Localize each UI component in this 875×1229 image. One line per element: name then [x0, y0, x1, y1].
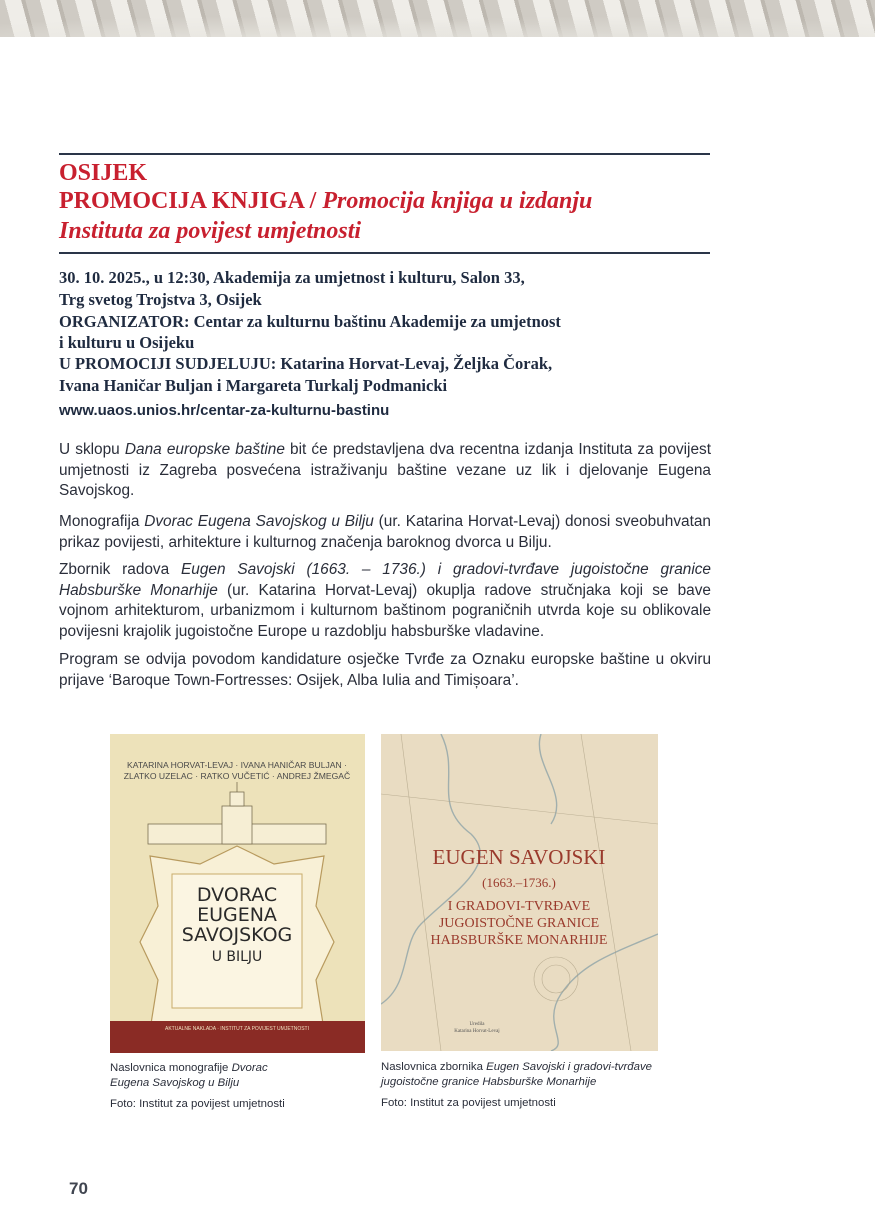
- caption-1: Naslovnica monografije Dvorac Eugena Savojskog u Bilju: [110, 1062, 268, 1089]
- cover1-title-1: DVORAC: [196, 884, 278, 906]
- caption-2: Naslovnica zbornika Eugen Savojski i gradovi-tvrđave jugoistočne granice Habsburške Monarhije: [381, 1061, 652, 1088]
- cover-dvorac-art: [110, 734, 365, 1053]
- event-category: PROMOCIJA KNJIGA /: [59, 188, 317, 214]
- top-banner-image: [0, 0, 875, 37]
- event-date-location: 30. 10. 2025., u 12:30, Akademija za umjetnost i kulturu, Salon 33,: [59, 268, 525, 287]
- cover-eugen-map-art: [381, 734, 658, 1051]
- cover2-years: (1663.–1736.): [482, 875, 556, 890]
- caption-2-photo: Foto: Institut za povijest umjetnosti: [381, 1097, 556, 1109]
- participants-cont: Ivana Haničar Buljan i Margareta Turkalj Podmanicki: [59, 376, 448, 395]
- city-heading: OSIJEK: [59, 160, 148, 186]
- paragraph-2: Monografija Dvorac Eugena Savojskog u Bilju (ur. Katarina Horvat-Levaj) donosi sveobuhvatan prikaz povijesti, arhitekture i kulturnog značenja baroknog dvorca u Bilju.: [59, 513, 711, 551]
- top-rule: [59, 153, 710, 155]
- cover2-sub1: I GRADOVI-TVRĐAVE: [447, 899, 591, 914]
- book-cover-dvorac: [110, 734, 365, 1053]
- cover2-editor-label: Uredila: [469, 1022, 485, 1027]
- event-address: Trg svetog Trojstva 3, Osijek: [59, 290, 262, 309]
- cover2-title: EUGEN SAVOJSKI: [432, 845, 606, 869]
- cover1-title-4: U BILJU: [211, 949, 263, 965]
- cover1-authors-1: KATARINA HORVAT-LEVAJ · IVANA HANIČAR BULJAN ·: [127, 760, 347, 770]
- organizer-cont: i kulturu u Osijeku: [59, 333, 195, 352]
- cover1-title-2: EUGENA: [197, 904, 277, 926]
- bottom-rule: [59, 252, 710, 254]
- paragraph-1: U sklopu Dana europske baštine bit će predstavljena dva recentna izdanja Instituta za povijest umjetnosti iz Zagreba posvećena istraživanju baštine vezane uz lik i djelovanje Eugena Savojskog.: [59, 441, 712, 499]
- cover2-sub3: HABSBURŠKE MONARHIJE: [430, 933, 608, 948]
- cover1-publisher: AKTUALNE NAKLADA · INSTITUT ZA POVIJEST UMJETNOSTI: [164, 1026, 310, 1032]
- page-number: 70: [69, 1179, 88, 1198]
- organizer: ORGANIZATOR: Centar za kulturnu baštinu Akademije za umjetnost: [59, 312, 561, 331]
- event-title-line1: Promocija knjiga u izdanju: [322, 188, 593, 214]
- event-title: [59, 188, 719, 214]
- cover2-sub2: JUGOISTOČNE GRANICE: [438, 916, 600, 931]
- cover1-title-3: SAVOJSKOG: [181, 924, 293, 946]
- book-cover-eugen: [381, 734, 658, 1051]
- caption-1-photo: Foto: Institut za povijest umjetnosti: [110, 1098, 285, 1110]
- cover1-authors-2: ZLATKO UZELAC · RATKO VUČETIĆ · ANDREJ ŽMEGAČ: [123, 771, 351, 781]
- paragraph-4: Program se odvija povodom kandidature osječke Tvrđe za Oznaku europske baštine u okviru prijave ‘Baroque Town-Fortresses: Osijek, Alba Iulia and Timișoara’.: [59, 651, 711, 689]
- event-title-line2: Instituta za povijest umjetnosti: [59, 218, 362, 244]
- participants: U PROMOCIJI SUDJELUJU: Katarina Horvat-Levaj, Željka Čorak,: [59, 354, 553, 373]
- event-url-link[interactable]: www.uaos.unios.hr/centar-za-kulturnu-bastinu: [59, 402, 390, 419]
- cover2-editor: Katarina Horvat-Levaj: [454, 1029, 500, 1034]
- paragraph-3: Zbornik radova Eugen Savojski (1663. – 1736.) i gradovi-tvrđave jugoistočne granice Habsburške Monarhije (ur. Katarina Horvat-Levaj) okuplja radove stručnjaka koji se bave vojnom arhitekturom, urbanizmom i kulturnom baštinom pograničnih utvrda koje su oblikovale povijesni krajolik jugoistočne Europe u razdoblju habsburške vladavine.: [59, 561, 711, 640]
